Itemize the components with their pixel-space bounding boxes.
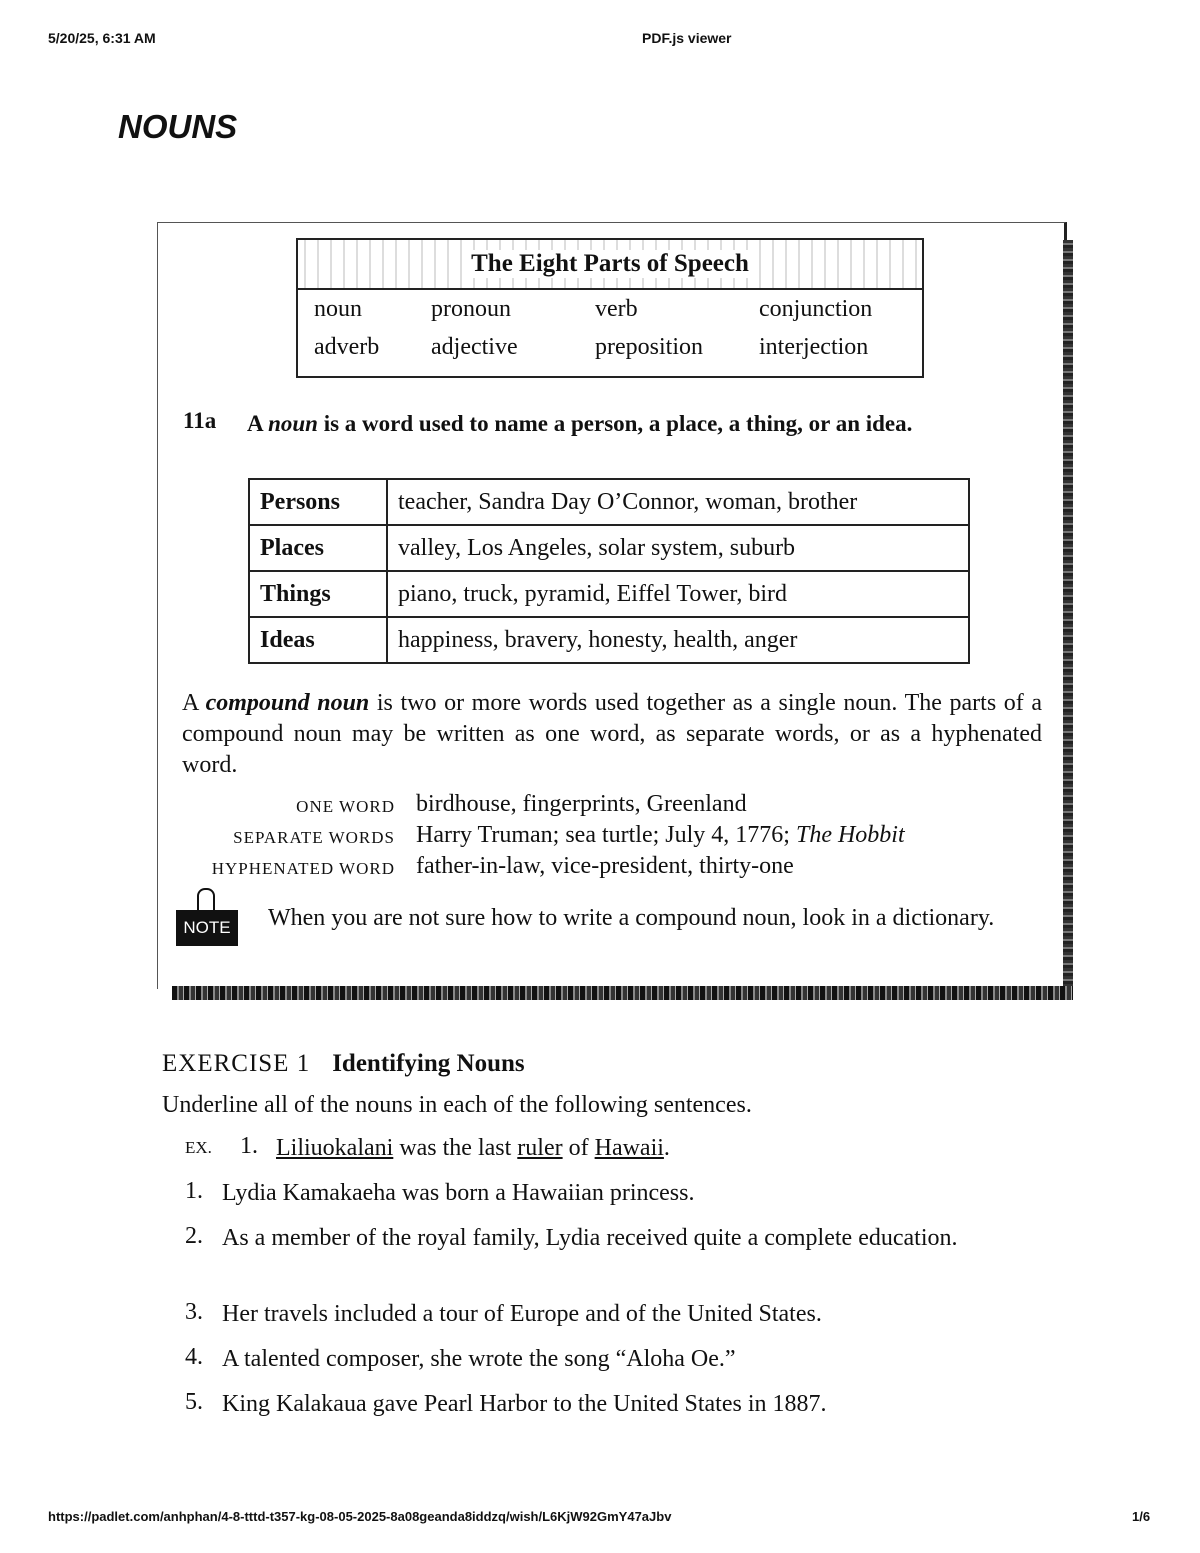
category-examples: piano, truck, pyramid, Eiffel Tower, bird [387, 571, 969, 617]
item-number: 5. [185, 1389, 203, 1415]
box-shadow-right [1063, 240, 1073, 1000]
item-number: 2. [185, 1223, 203, 1249]
example-sentence [276, 1133, 1056, 1164]
print-timestamp: 5/20/25, 6:31 AM [48, 30, 156, 46]
exercise-sentence: King Kalakaua gave Pearl Harbor to the United States in 1887. [222, 1391, 827, 1417]
hyphenated-word-examples: father-in-law, vice-president, thirty-one [416, 853, 794, 879]
item-number: 3. [185, 1299, 203, 1325]
exercise-sentence: Her travels included a tour of Europe and of the United States. [222, 1301, 822, 1327]
print-page-number: 1/6 [1132, 1509, 1151, 1524]
exercise-heading [162, 1050, 525, 1078]
category-examples: valley, Los Angeles, solar system, suburb [387, 525, 969, 571]
category-label: Persons [249, 479, 387, 525]
rule-text [247, 408, 947, 439]
note-text: When you are not sure how to write a compound noun, look in a dictionary. [268, 905, 995, 931]
one-word-label: ONE WORD [296, 797, 395, 816]
pos-cell: interjection [759, 334, 869, 360]
exercise-sentence: As a member of the royal family, Lydia received quite a complete education. [222, 1225, 958, 1251]
separate-words-label: SEPARATE WORDS [233, 828, 395, 847]
pos-cell: preposition [595, 334, 703, 360]
category-label: Things [249, 571, 387, 617]
compound-post: is two or more words used together as a single noun. The parts of a compound noun may be written as one word, as separate words, or as a hyphenated word. [182, 690, 1043, 778]
page-title: NOUNS [118, 108, 238, 145]
category-examples: happiness, bravery, honesty, health, anger [387, 617, 969, 663]
compound-noun-paragraph [182, 688, 1042, 781]
compound-pre: A [182, 690, 206, 716]
parts-of-speech-table [296, 238, 924, 378]
noun-categories-table [248, 478, 970, 664]
category-label: Ideas [249, 617, 387, 663]
exercise-instructions: Underline all of the nouns in each of the following sentences. [162, 1092, 752, 1118]
separate-words-italic: The Hobbit [795, 822, 905, 848]
hyphenated-word-label: HYPHENATED WORD [211, 859, 395, 878]
underlined-noun: ruler [517, 1135, 563, 1161]
one-word-examples: birdhouse, fingerprints, Greenland [416, 791, 747, 817]
pos-cell: adverb [314, 334, 380, 360]
print-app-title: PDF.js viewer [642, 30, 732, 46]
example-number: 1. [240, 1133, 258, 1159]
table-row [249, 525, 969, 571]
example-text: . [663, 1135, 670, 1161]
item-number: 1. [185, 1178, 203, 1204]
box-shadow-bottom [172, 986, 1073, 1000]
separate-words-text: Harry Truman; sea turtle; July 4, 1776; [416, 822, 796, 848]
example-prefix: EX. [185, 1138, 212, 1157]
exercise-sentence: Lydia Kamakaeha was born a Hawaiian princess. [222, 1180, 695, 1206]
exercise-sentence: A talented composer, she wrote the song “Aloha Oe.” [222, 1346, 736, 1372]
rule-post: is a word used to name a person, a place, a thing, or an idea. [317, 411, 913, 436]
pos-cell: conjunction [759, 296, 873, 322]
note-icon: NOTE [176, 910, 238, 946]
pos-cell: noun [314, 296, 362, 322]
pos-cell: verb [595, 296, 638, 322]
underlined-noun: Liliuokalani [276, 1135, 394, 1161]
rule-pre: A [247, 411, 269, 436]
separate-words-examples [416, 822, 905, 849]
pos-cell: pronoun [431, 296, 511, 322]
category-examples: teacher, Sandra Day O’Connor, woman, brother [387, 479, 969, 525]
table-row [249, 571, 969, 617]
example-text: of [562, 1135, 595, 1161]
underlined-noun: Hawaii [594, 1135, 664, 1161]
rule-number: 11a [183, 408, 217, 433]
exercise-title: Identifying Nouns [332, 1050, 525, 1077]
print-url: https://padlet.com/anhphan/4-8-tttd-t357-kg-08-05-2025-8a08geanda8iddzq/wish/L6KjW92GmY47aJbv [48, 1509, 672, 1524]
item-number: 4. [185, 1344, 203, 1370]
category-label: Places [249, 525, 387, 571]
parts-of-speech-title: The Eight Parts of Speech [465, 250, 755, 278]
pos-cell: adjective [431, 334, 518, 360]
example-text: was the last [393, 1135, 518, 1161]
parts-of-speech-header [298, 240, 922, 290]
compound-term: compound noun [205, 690, 370, 716]
exercise-number: EXERCISE 1 [162, 1050, 311, 1077]
rule-term: noun [268, 411, 318, 436]
table-row [249, 479, 969, 525]
table-row [249, 617, 969, 663]
